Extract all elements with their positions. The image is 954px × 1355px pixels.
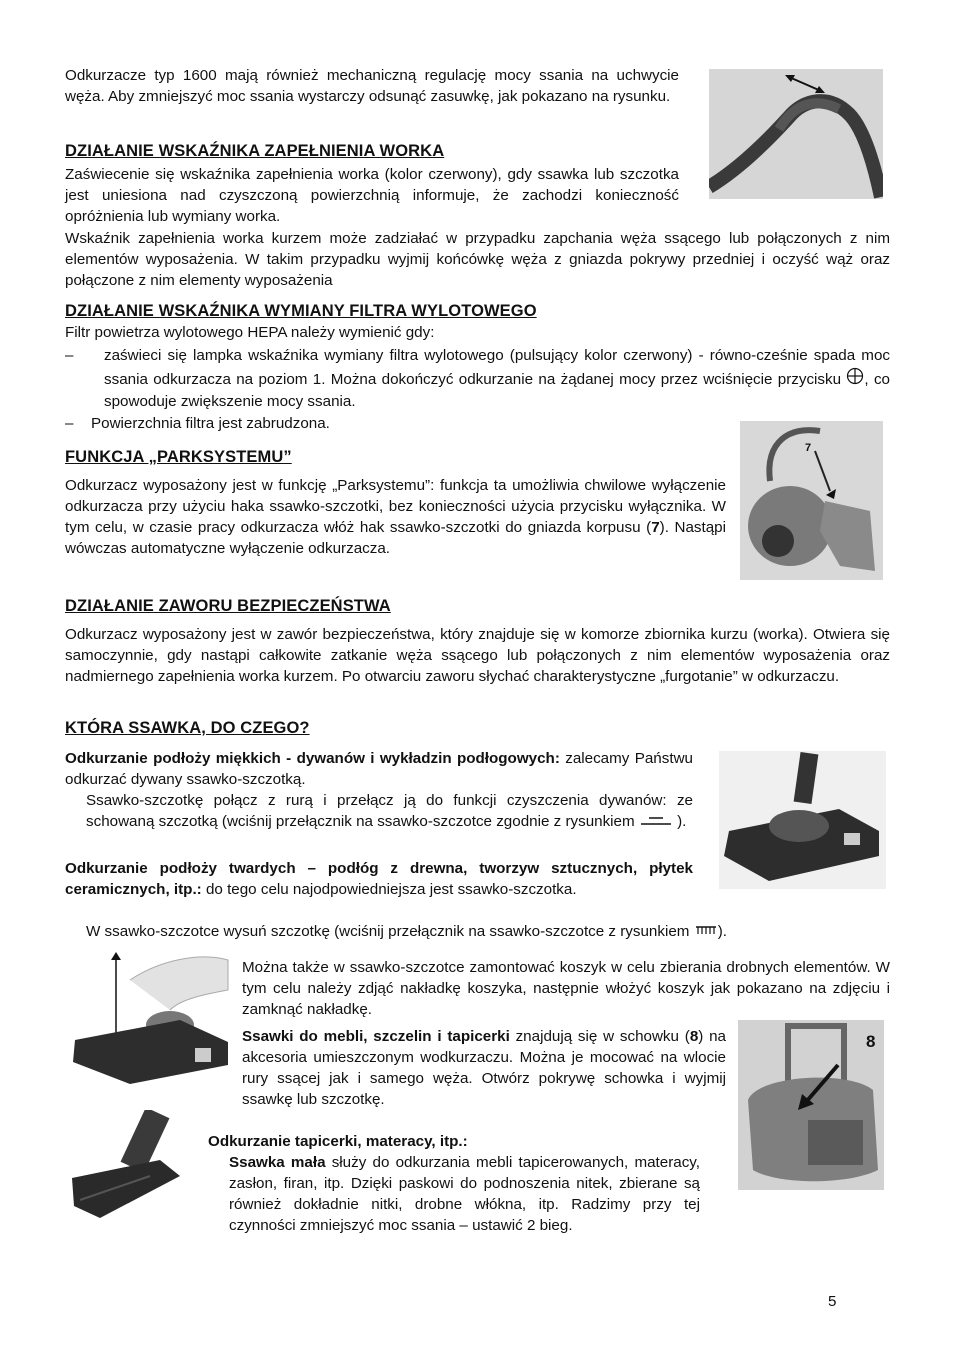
photo-label-8: 8 — [866, 1032, 876, 1051]
upholstery-heading: Odkurzanie tapicerki, materacy, itp.: — [208, 1133, 468, 1150]
valve-paragraph: Odkurzacz wyposażony jest w zawór bezpieczeństwa, który znajduje się w komorze zbiornika kurzu (worka). Otwiera się samoczynnie, gdy nastąpi całkowite zatkanie węża ssącego lub połączonych z nim elementów wyposażenia oraz nadmiernego zapełnienia worka kurzem. Po otwarciu zaworu słychać charakterystyczne „furgotanie” w odkurzaczu. — [65, 626, 890, 685]
filter-intro: Filtr powietrza wylotowego HEPA należy wymienić gdy: — [65, 324, 435, 341]
page-number: 5 — [828, 1293, 837, 1310]
soft-floor-instruction: Ssawko-szczotkę połącz z rurą i przełącz ją do funkcji czyszczenia dywanów: ze schowaną szczotką (wciśnij przełącznik na ssawko-szczotce zgodnie z rysunkiem ). — [86, 792, 693, 830]
filter-list-item-1 — [65, 345, 890, 413]
list-dash: – — [65, 347, 74, 364]
park-paragraph: Odkurzacz wyposażony jest w funkcję „Parksystemu”: funkcja ta umożliwia chwilowe wyłączenie odkurzacza przy użyciu haka ssawko-szczotki, bez konieczności użycia przycisku wyłącznika. W tym celu, w czasie pracy odkurzacza włóż hak ssawko-szczotki do gniazda korpusu (7). Nastąpi wówczas automatyczne wyłączenie odkurzacza. — [65, 477, 727, 557]
power-plus-icon — [846, 367, 864, 385]
hard-floor-paragraph: Odkurzanie podłoży twardych – podłóg z drewna, tworzyw sztucznych, płytek ceramicznych, itp.: do tego celu najodpowiedniejsza jest ssawko-szczotka. — [65, 860, 693, 898]
park-heading: FUNKCJA „PARKSYSTEMU” — [65, 448, 292, 466]
bag-indicator-paragraph-2: Wskaźnik zapełnienia worka kurzem może zadziałać w przypadku zapchania węża ssącego lub połączonych z nim elementów wyposażenia. W takim przypadku wyjmij końcówkę węża z gniazda pokrywy przedniej i oczyść wąż oraz połączone z nim elementy wyposażenia — [65, 230, 890, 289]
accessory-storage-photo — [738, 1020, 884, 1190]
valve-heading: DZIAŁANIE ZAWORU BEZPIECZEŃSTWA — [65, 597, 391, 615]
bag-indicator-heading: DZIAŁANIE WSKAŹNIKA ZAPEŁNIENIA WORKA — [65, 142, 445, 160]
filter-indicator-heading: DZIAŁANIE WSKAŹNIKA WYMIANY FILTRA WYLOTOWEGO — [65, 302, 537, 320]
nozzles-heading: KTÓRA SSAWKA, DO CZEGO? — [65, 719, 310, 737]
photo-label-7: 7 — [805, 442, 812, 454]
park-system-photo — [740, 421, 883, 580]
furniture-paragraph: Ssawki do mebli, szczelin i tapicerki znajdują się w schowku (8) na akcesoria umieszczonym wodkurzaczu. Można je mocować na wlocie rury ssącej jak i samego węża. Otwórz pokrywę schowka i wyjmij ssawkę lub szczotkę. — [242, 1028, 726, 1108]
filter-item-1-text: zaświeci się lampka wskaźnika wymiany filtra wylotowego (pulsujący kolor czerwony) - równo-cześnie spada moc ssania odkurzacza na poziom 1. Można dokończyć odkurzanie na żądanej mocy przez wciśnięcie przycisku , co spowoduje zwiększenie mocy ssania. — [104, 347, 890, 410]
filter-list-item-2: – Powierzchnia filtra jest zabrudzona. — [65, 415, 330, 432]
intro-paragraph: Odkurzacze typ 1600 mają również mechaniczną regulację mocy ssania na uchwycie węża. Aby zmniejszyć moc ssania wystarczy odsunąć zasuwkę, jak pokazano na rysunku. — [65, 67, 679, 105]
basket-paragraph: Można także w ssawko-szczotce zamontować koszyk w celu zbierania drobnych elementów. W tym celu należy zdjąć nakładkę koszyka, następnie włożyć koszyk jak pokazano na zdjęciu i zamknąć nakładkę. — [242, 959, 890, 1018]
basket-insert-photo — [70, 950, 230, 1086]
soft-floor-paragraph: Odkurzanie podłoży miękkich - dywanów i wykładzin podłogowych: zalecamy Państwu odkurzać dywany ssawko-szczotką. — [65, 750, 693, 788]
upholstery-nozzle-photo — [70, 1110, 210, 1230]
brush-extended-icon — [694, 924, 718, 936]
list-dash: – — [65, 415, 74, 432]
floor-brush-photo — [719, 751, 886, 889]
hard-floor-instruction: W ssawko-szczotce wysuń szczotkę (wciśnij przełącznik na ssawko-szczotce z rysunkiem ). — [86, 923, 727, 940]
brush-retracted-icon — [639, 814, 673, 826]
bag-indicator-paragraph-1: Zaświecenie się wskaźnika zapełnienia worka (kolor czerwony), gdy ssawka lub szczotka jest uniesiona nad czyszczoną powierzchnią informuje, że zachodzi konieczność opróżnienia lub wymiany worka. — [65, 166, 679, 225]
hose-handle-photo — [709, 69, 883, 199]
small-nozzle-paragraph: Ssawka mała służy do odkurzania mebli tapicerowanych, materacy, zasłon, firan, itp. Dzięki paskowi do podnoszenia nitek, zbierane są również dokładnie nitki, drobne włókna, itp. Radzimy przy tej czynności zmniejszyć moc ssania – ustawić 2 bieg. — [229, 1154, 700, 1234]
